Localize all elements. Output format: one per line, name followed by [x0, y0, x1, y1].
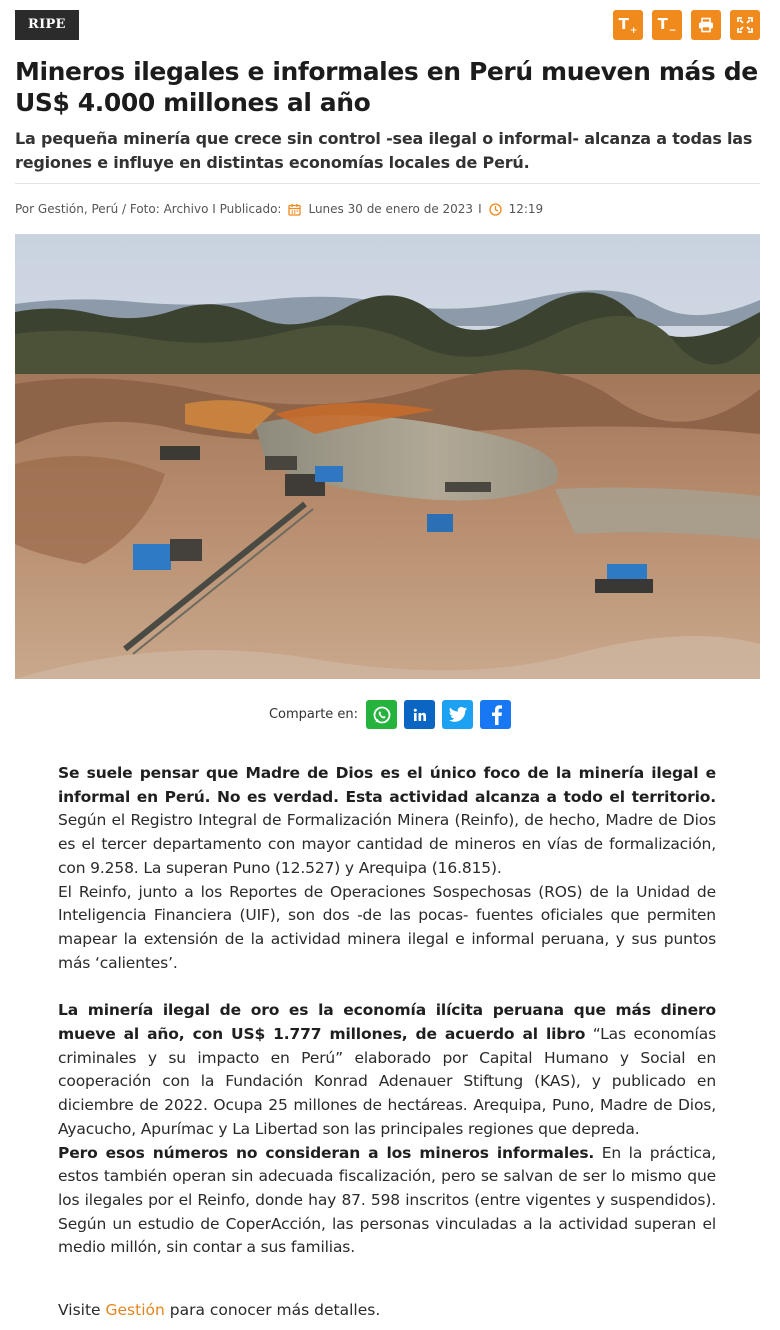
paragraph-4-text: En la práctica, estos también operan sin adecuada fiscalización, pero se salvan de ser lo mismo que los ilegales por el Reinfo, donde hay 87. 598 inscritos (entre vigentes y suspendidos). Según un estudio de CoperAcción, las personas vinculadas a la actividad superan el medio millón, sin contar a sus familias. [58, 1143, 716, 1257]
article-photo [15, 234, 760, 679]
byline [15, 200, 760, 218]
publish-date: Lunes 30 de enero de 2023 [308, 202, 474, 216]
paragraph-3-text: “Las economías criminales y su impacto en Perú” elaborado por Capital Humano y Social en cooperación con la Fundación Konrad Adenauer Stiftung (KAS), y publicado en diciembre de 2022. Ocupa 25 millones de hectáreas. Arequipa, Puno, Madre de Dios, Ayacucho, Apurímac y La Libertad son las principales regiones que depreda. [58, 1025, 716, 1138]
paragraph-3-lead: La minería ilegal de oro es la economía ilícita peruana que más dinero mueve al año, con US$ 1.777 millones, de acuerdo al libro [58, 1001, 716, 1044]
top-bar [15, 10, 760, 42]
paragraph-4-lead: Pero esos números no consideran a los mineros informales. [58, 1143, 595, 1162]
visit-suffix: para conocer más detalles. [164, 1301, 381, 1319]
article-title: Mineros ilegales e informales en Perú mueven más de US$ 4.000 millones al año [15, 57, 758, 117]
source-link[interactable]: Gestión [105, 1301, 165, 1319]
linkedin-icon [412, 707, 428, 723]
publish-time: 12:19 [508, 202, 544, 216]
article-tools [613, 10, 760, 40]
share-twitter-button[interactable] [442, 700, 473, 729]
visit-prefix: Visite [58, 1301, 106, 1319]
byline-credit: Por Gestión, Perú / Foto: Archivo I Publicado: [15, 202, 282, 216]
share-label: Comparte en: [268, 707, 359, 722]
clock-icon [489, 203, 502, 216]
paragraph-1 [58, 762, 716, 881]
fullscreen-button[interactable] [730, 10, 760, 40]
share-bar [0, 700, 780, 729]
divider [15, 183, 760, 184]
print-icon [698, 17, 714, 33]
visit-source [58, 1299, 380, 1321]
share-linkedin-button[interactable] [404, 700, 435, 729]
facebook-icon [488, 705, 504, 725]
paragraph-1-lead: Se suele pensar que Madre de Dios es el único foco de la minería ilegal e informal en Perú. No es verdad. Esta actividad alcanza a todo el territorio. [58, 764, 716, 806]
paragraph-1-text: Según el Registro Integral de Formalización Minera (Reinfo), de hecho, Madre de Dios es el tercer departamento con mayor cantidad de mineros en vías de formalización, con 9.258. La superan Puno (12.527) y Arequipa (16.815). [58, 811, 716, 877]
section-tag[interactable]: RIPE [15, 10, 79, 40]
text-increase-button[interactable] [613, 10, 643, 40]
print-button[interactable] [691, 10, 721, 40]
share-facebook-button[interactable] [480, 700, 511, 729]
paragraph-3 [58, 999, 716, 1141]
fullscreen-icon [737, 17, 753, 33]
text-decrease-icon: $T_-$ [657, 14, 677, 36]
byline-separator: I [478, 202, 482, 216]
twitter-icon [448, 706, 468, 724]
whatsapp-icon [372, 705, 392, 725]
article-subtitle: La pequeña minería que crece sin control -sea ilegal o informal- alcanza a todas las regiones e influye en distintas economías locales de Perú. [15, 129, 753, 172]
share-whatsapp-button[interactable] [366, 700, 397, 729]
paragraph-2: El Reinfo, junto a los Reportes de Operaciones Sospechosas (ROS) de la Unidad de Inteligencia Financiera (UIF), son dos -de las pocas- fuentes oficiales que permiten mapear la extensión de la actividad minera ilegal e informal peruana, y sus puntos más ‘calientes’. [58, 882, 716, 972]
paragraph-4 [58, 1142, 716, 1261]
calendar-icon [288, 203, 301, 216]
text-decrease-button[interactable] [652, 10, 682, 40]
article-body [58, 762, 716, 1260]
text-increase-icon: $T_+$ [618, 14, 638, 36]
